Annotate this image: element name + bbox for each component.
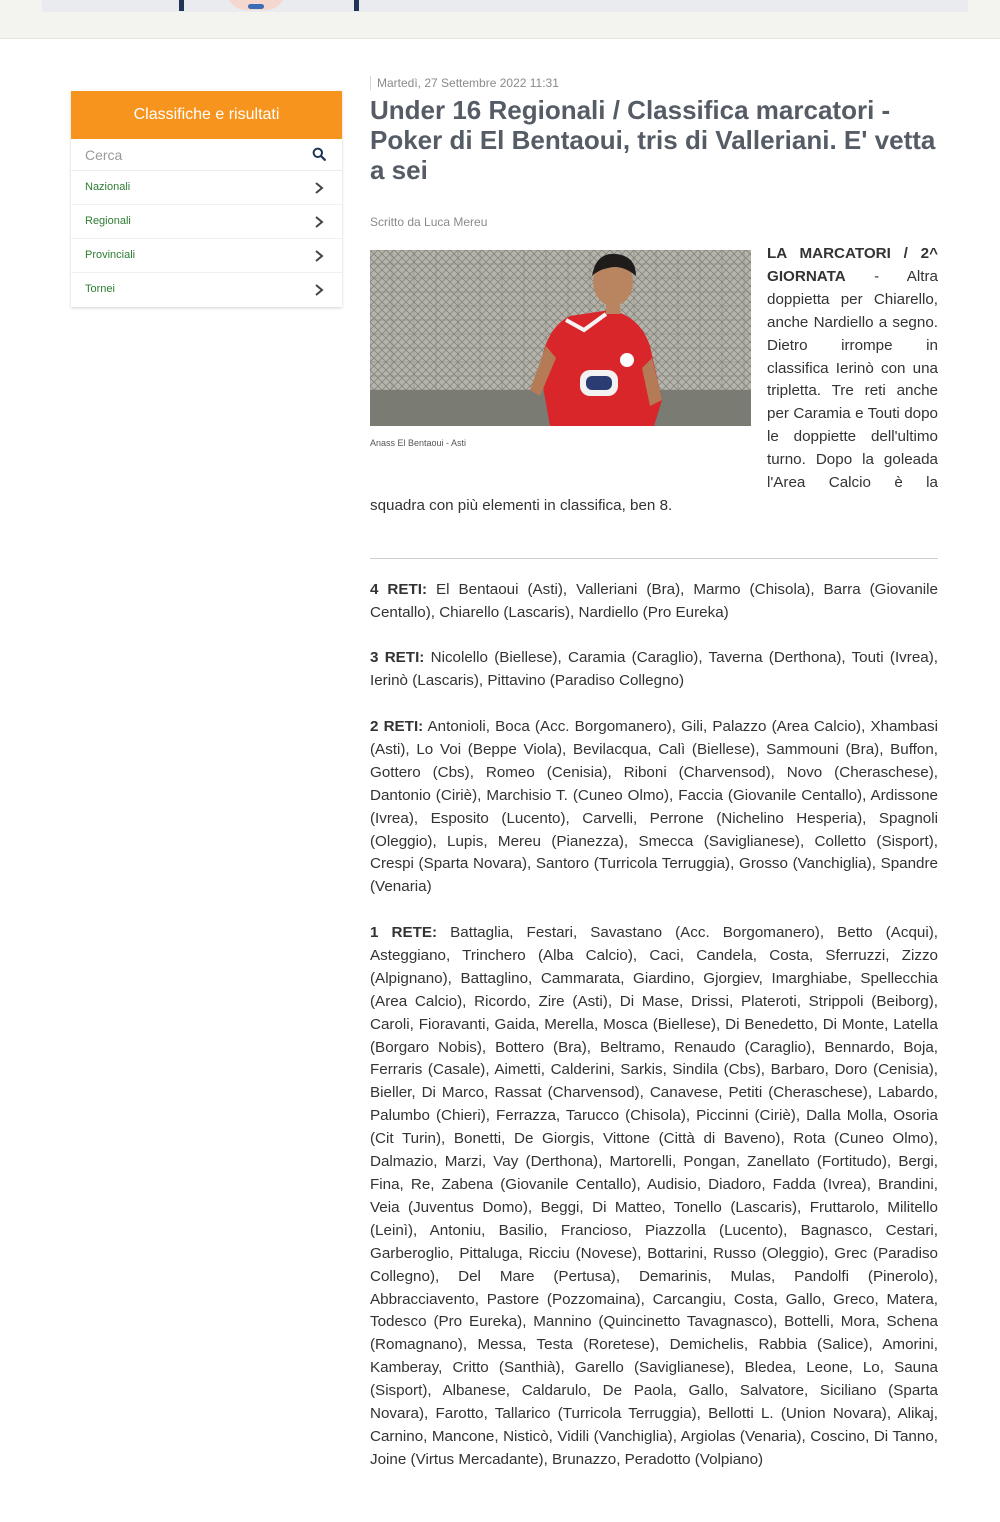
goals-label: 2 RETI: [370,718,424,735]
sidebar-item-regionali[interactable] [71,205,342,239]
widget-title: Classifiche e risultati [71,91,342,139]
sidebar-item-label: Regionali [85,215,131,227]
photo-caption: Anass El Bentaoui - Asti [370,438,467,448]
goals-list: Antonioli, Boca (Acc. Borgomanero), Gili, Palazzo (Area Calcio), Xhambasi (Asti), Lo Voi (Beppe Viola), Bevilacqua, Calì (Biellese), Sammouni (Bra), Buffon, Gottero (Cbs), Romeo (Cenisia), Riboni (Charvensod), Novo (Cheraschese), Dantonio (Ciriè), Marchisio T. (Cuneo Olmo), Faccia (Giovanile Centallo), Ardissone (Ivrea), Esposito (Lucento), Carvelli, Perrone (Nichelino Hesperia), Spagnoli (Oleggio), Lupis, Mereu (Pianezza), Smecca (Saviglianese), Colletto (Sisport), Crespi (Sparta Novara), Santoro (Turricola Terruggia), Grosso (Vanchiglia), Spandre (Venaria) [370,718,938,896]
chevron-right-icon [314,215,324,229]
goals-label: 3 RETI: [370,649,425,666]
sidebar-item-label: Nazionali [85,181,131,193]
article-date: Martedì, 27 Settembre 2022 11:31 [370,76,559,90]
goals-list: El Bentaoui (Asti), Valleriani (Bra), Marmo (Chisola), Barra (Giovanile Centallo), Chiarello (Lascaris), Nardiello (Pro Eureka) [370,581,938,621]
sidebar-item-nazionali[interactable] [71,171,342,205]
lead-text: - Altra doppietta per Chiarello, anche Nardiello a segno. Dietro irrompe in classifica Ierinò con una tripletta. Tre reti anche per Caramia e Touti dopo le doppiette dell'ultimo turno. Dopo la goleada l'Area Calcio è la squadra con più elementi in classifica, ben 8. [370,267,938,514]
banner-divider-left [179,0,184,11]
sidebar-item-tornei[interactable] [71,273,342,307]
banner-divider-right [354,0,359,11]
goals-4-paragraph [370,579,938,625]
sidebar-item-provinciali[interactable] [71,239,342,273]
sidebar-item-label: Tornei [85,283,115,295]
search-input[interactable] [71,139,301,170]
goals-label: 4 RETI: [370,581,428,598]
lead-heading: LA MARCATORI / 2^ GIORNATA [767,245,938,285]
chevron-right-icon [314,283,324,297]
chevron-right-icon [314,181,324,195]
article-author: Scritto da Luca Mereu [370,215,488,229]
article-divider [370,558,938,559]
header-banner[interactable] [42,0,968,12]
banner-logo [226,0,286,10]
goals-3-paragraph [370,647,938,693]
article-title: Under 16 Regionali / Classifica marcatori - Poker di El Bentaoui, tris di Valleriani. E' vetta a sei [370,95,936,185]
goals-1-paragraph [370,922,938,1472]
search-icon[interactable] [312,147,326,161]
site-header [0,0,1000,38]
search-bar [71,139,342,171]
standings-widget [71,91,342,307]
goals-list: Nicolello (Biellese), Caramia (Caraglio), Taverna (Derthona), Touti (Ivrea), Ierinò (Lascaris), Pittavino (Paradiso Collegno) [370,649,938,689]
goals-2-paragraph [370,716,938,899]
goals-list: Battaglia, Festari, Savastano (Acc. Borgomanero), Betto (Acqui), Asteggiano, Trinchero (Alba Calcio), Caci, Candela, Costa, Sferruzzi, Zizzo (Alpignano), Battaglino, Cammarata, Giardino, Gjorgiev, Imarghiabe, Spellecchia (Area Calcio), Ricordo, Zire (Asti), Di Mase, Drissi, Plateroti, Strippoli (Beiborg), Caroli, Fioravanti, Gaida, Merella, Mosca (Biellese), Di Benedetto, Di Monte, Latella (Borgaro Nobis), Bottero (Bra), Beltramo, Renaudo (Caraglio), Bennardo, Boja, Ferraris (Casale), Aimetti, Calderini, Sarkis, Sindila (Cbs), Barbaro, Doro (Cenisia), Bieller, Di Marco, Rassat (Charvensod), Canavese, Petiti (Cheraschese), Labardo, Palumbo (Chieri), Ferrazza, Tarucco (Chisola), Piccinni (Ciriè), Dalla Molla, Osoria (Cit Turin), Bonetti, De Giorgis, Vittone (Città di Baveno), Rota (Cuneo Olmo), Dalmazio, Marzi, Vay (Derthona), Martorelli, Pongan, Zanellato (Fortitudo), Bergi, Fina, Re, Zabena (Giovanile Centallo), Audisio, Diadoro, Fadda (Ivrea), Brandini, Veia (Juventus Domo), Beggi, Di Matteo, Tonello (Lascaris), Fruttarolo, Militello (Leinì), Antoniu, Basilio, Francioso, Piazzolla (Lucento), Bagnasco, Cestari, Garberoglio, Pittaluga, Ricciu (Novese), Bottarini, Russo (Oleggio), Grec (Paradiso Collegno), Del Mare (Pertusa), Demarinis, Mulas, Pandolfi (Pinerolo), Abbracciavento, Pastore (Pozzomaina), Carcangiu, Costa, Gallo, Greco, Matera, Todesco (Pro Eureka), Mannino (Quincinetto Tavagnasco), Bottelli, Mora, Schena (Romagnano), Messa, Testa (Roretese), Demichelis, Rabbia (Salice), Amorini, Kamberay, Critto (Santhià), Garello (Saviglianese), Bledea, Leone, Lo, Sauna (Sisport), Albanese, Caldarulo, De Paola, Gallo, Salvatore, Siciliano (Sparta Novara), Farotto, Tallarico (Turricola Terruggia), Bellotti L. (Union Novara), Alikaj, Carnino, Mancone, Nisticò, Vidili (Vanchiglia), Argiolas (Venaria), Coscino, Di Tanno, Joine (Virtus Mercadante), Brunazzo, Peradotto (Volpiano) [370,924,939,1468]
header-divider [0,38,1000,39]
player-photo [370,250,751,426]
sidebar-item-label: Provinciali [85,249,136,261]
goals-label: 1 RETE: [370,924,438,941]
article-photo[interactable] [370,250,751,426]
chevron-right-icon [314,249,324,263]
